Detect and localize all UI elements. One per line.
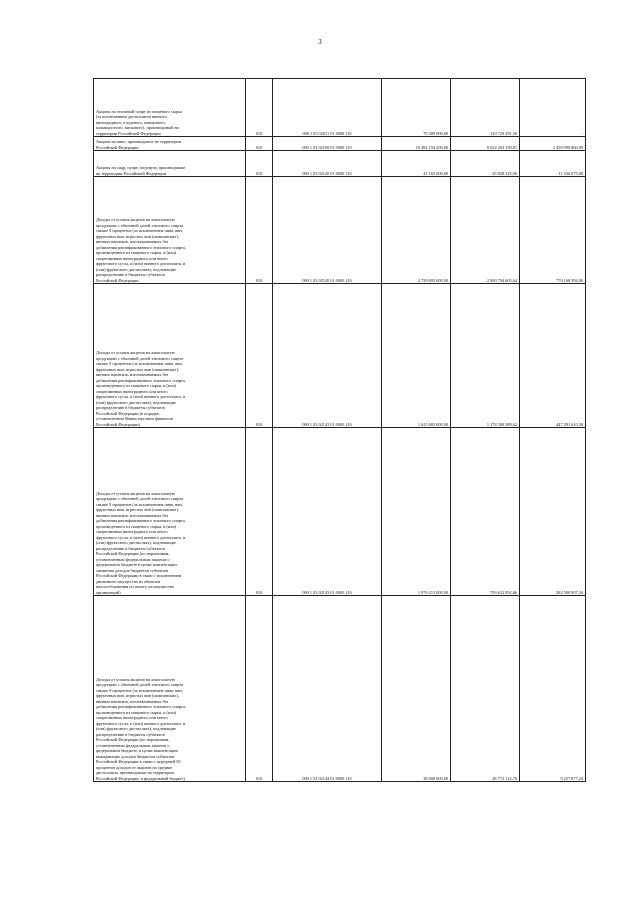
income-name-cell: [94, 137, 246, 151]
unexecuted-amount: 447 291 610,38: [520, 284, 586, 428]
approved-amount: 70 309 000,00: [382, 79, 451, 137]
table-row: [94, 137, 586, 151]
page-number: 3: [318, 38, 322, 46]
budget-classification-code: 000 1 03 02140 01 0000 110: [273, 177, 382, 284]
budget-classification-code: 000 1 03 02100 01 0000 110: [273, 137, 382, 151]
income-name-cell: [94, 151, 246, 177]
table-row: [94, 284, 586, 428]
executed-amount: 8 022 203 339,01: [451, 137, 520, 151]
approved-amount: 38 000 000,00: [382, 596, 451, 782]
table-row: [94, 428, 586, 596]
unexecuted-amount: -: [520, 79, 586, 137]
income-name: Акцизы на пиво, производимое на территории Российской Федерации: [96, 139, 182, 150]
budget-classification-code: 000 1 03 02120 01 0000 110: [273, 151, 382, 177]
executed-amount: 29 828 325,00: [451, 151, 520, 177]
table-row: [94, 177, 586, 284]
income-name-cell: [94, 596, 246, 782]
line-code: 010: [246, 137, 273, 151]
approved-amount: 1 625 682 000,00: [382, 284, 451, 428]
line-code: 010: [246, 79, 273, 137]
unexecuted-amount: 11 336 675,00: [520, 151, 586, 177]
table-row: [94, 79, 586, 137]
executed-amount: 120 729 291,50: [451, 79, 520, 137]
line-code: 010: [246, 596, 273, 782]
income-name-cell: [94, 284, 246, 428]
approved-amount: 1 076 213 000,00: [382, 428, 451, 596]
approved-amount: 10 482 194 200,00: [382, 137, 451, 151]
income-name: Акцизы на сидр, пуаре, медовуху, производимые на территории Российской Федерации: [96, 165, 186, 176]
income-name-cell: [94, 79, 246, 137]
budget-classification-code: 000 1 03 02142 01 0000 110: [273, 284, 382, 428]
income-name: Доходы от уплаты акцизов на алкогольную продукцию с объемной долей этилового спирта свыше 9 процентов (за исключением пива, вин, фруктовых вин, игристых вин (шампанских), винных напитков, изготавливаемых без добавления ректификованного этилового спирта, произведенного из пищевого сырья, и (или) спиртованных виноградного или иного фруктового сусла, и (или) винного дистиллята, и (или) фруктового дистиллята), подлежащие распределению в бюджеты субъектов Российской Федерации (по нормативам, установленным федеральным законом о федеральном бюджете, в целях компенсации выпадающих доходов бюджетов субъектов Российской Федерации в связи с передачей 50 процентов доходов от акцизов на средние дистилляты, производимые на территории Российской Федерации, в федеральный бюджет): [96, 676, 186, 781]
income-name-cell: [94, 177, 246, 284]
unexecuted-amount: 9 227 877,24: [520, 596, 586, 782]
income-name: Доходы от уплаты акцизов на алкогольную продукцию с объемной долей этилового спирта свыше 9 процентов (за исключением пива, вин, фруктовых вин, игристых вин (шампанских), винных напитков, изготавливаемых без добавления ректификованного этилового спирта, произведенного из пищевого сырья, и (или) спиртованных виноградного или иного фруктового сусла, и (или) винного дистиллята, и (или) фруктового дистиллята), подлежащие распределению в бюджеты субъектов Российской Федерации (в порядке, установленном Министерством финансов Российской Федерации): [96, 350, 186, 427]
line-code: 010: [246, 284, 273, 428]
line-code: 010: [246, 428, 273, 596]
unexecuted-amount: 2 459 990 860,99: [520, 137, 586, 151]
executed-amount: 793 632 092,66: [451, 428, 520, 596]
table-row: [94, 151, 586, 177]
income-name: Доходы от уплаты акцизов на алкогольную продукцию с объемной долей этилового спирта свыше 9 процентов (за исключением пива, вин, фруктовых вин, игристых вин (шампанских), винных напитков, изготавливаемых без добавления ректификованного этилового спирта, произведенного из пищевого сырья, и (или) спиртованных виноградного или иного фруктового сусла, и (или) винного дистиллята, и (или) фруктового дистиллята), подлежащие распределению в бюджеты субъектов Российской Федерации (по нормативам, установленным федеральным законом о федеральном бюджете в целях компенсации снижения доходов бюджетов субъектов Российской Федерации в связи с исключением движимого имущества из объектов налогообложения по налогу на имущество организаций): [96, 490, 186, 595]
budget-classification-code: 000 1 03 02144 01 0000 110: [273, 596, 382, 782]
budget-classification-code: 000 1 03 02143 01 0000 110: [273, 428, 382, 596]
line-code: 010: [246, 177, 273, 284]
approved-amount: 41 165 000,00: [382, 151, 451, 177]
line-code: 010: [246, 151, 273, 177]
executed-amount: 1 178 390 389,62: [451, 284, 520, 428]
budget-classification-code: 000 1 03 02011 01 0000 110: [273, 79, 382, 137]
approved-amount: 2 739 695 000,00: [382, 177, 451, 284]
income-table: [93, 78, 586, 782]
executed-amount: 2 900 794 605,64: [451, 177, 520, 284]
income-name-cell: [94, 428, 246, 596]
unexecuted-amount: 779 160 394,06: [520, 177, 586, 284]
unexecuted-amount: 282 580 907,34: [520, 428, 586, 596]
table-row: [94, 596, 586, 782]
income-name: Доходы от уплаты акцизов на алкогольную продукцию с объемной долей этилового спирта свыше 9 процентов (за исключением пива, вин, фруктовых вин, игристых вин (шампанских), винных напитков, изготавливаемых без добавления ректификованного этилового спирта, произведенного из пищевого сырья, и (или) спиртованных виноградного или иного фруктового сусла, и (или) винного дистиллята, и (или) фруктового дистиллята), подлежащие распределению в бюджеты субъектов Российской Федерации: [96, 217, 186, 283]
income-name: Акцизы на этиловый спирт из пищевого сырья (за исключением дистиллятов винного, виноградного, плодового, коньячного, кальвадосного, вискового), производимый на территории Российской Федерации: [96, 108, 182, 136]
executed-amount: 28 772 122,76: [451, 596, 520, 782]
